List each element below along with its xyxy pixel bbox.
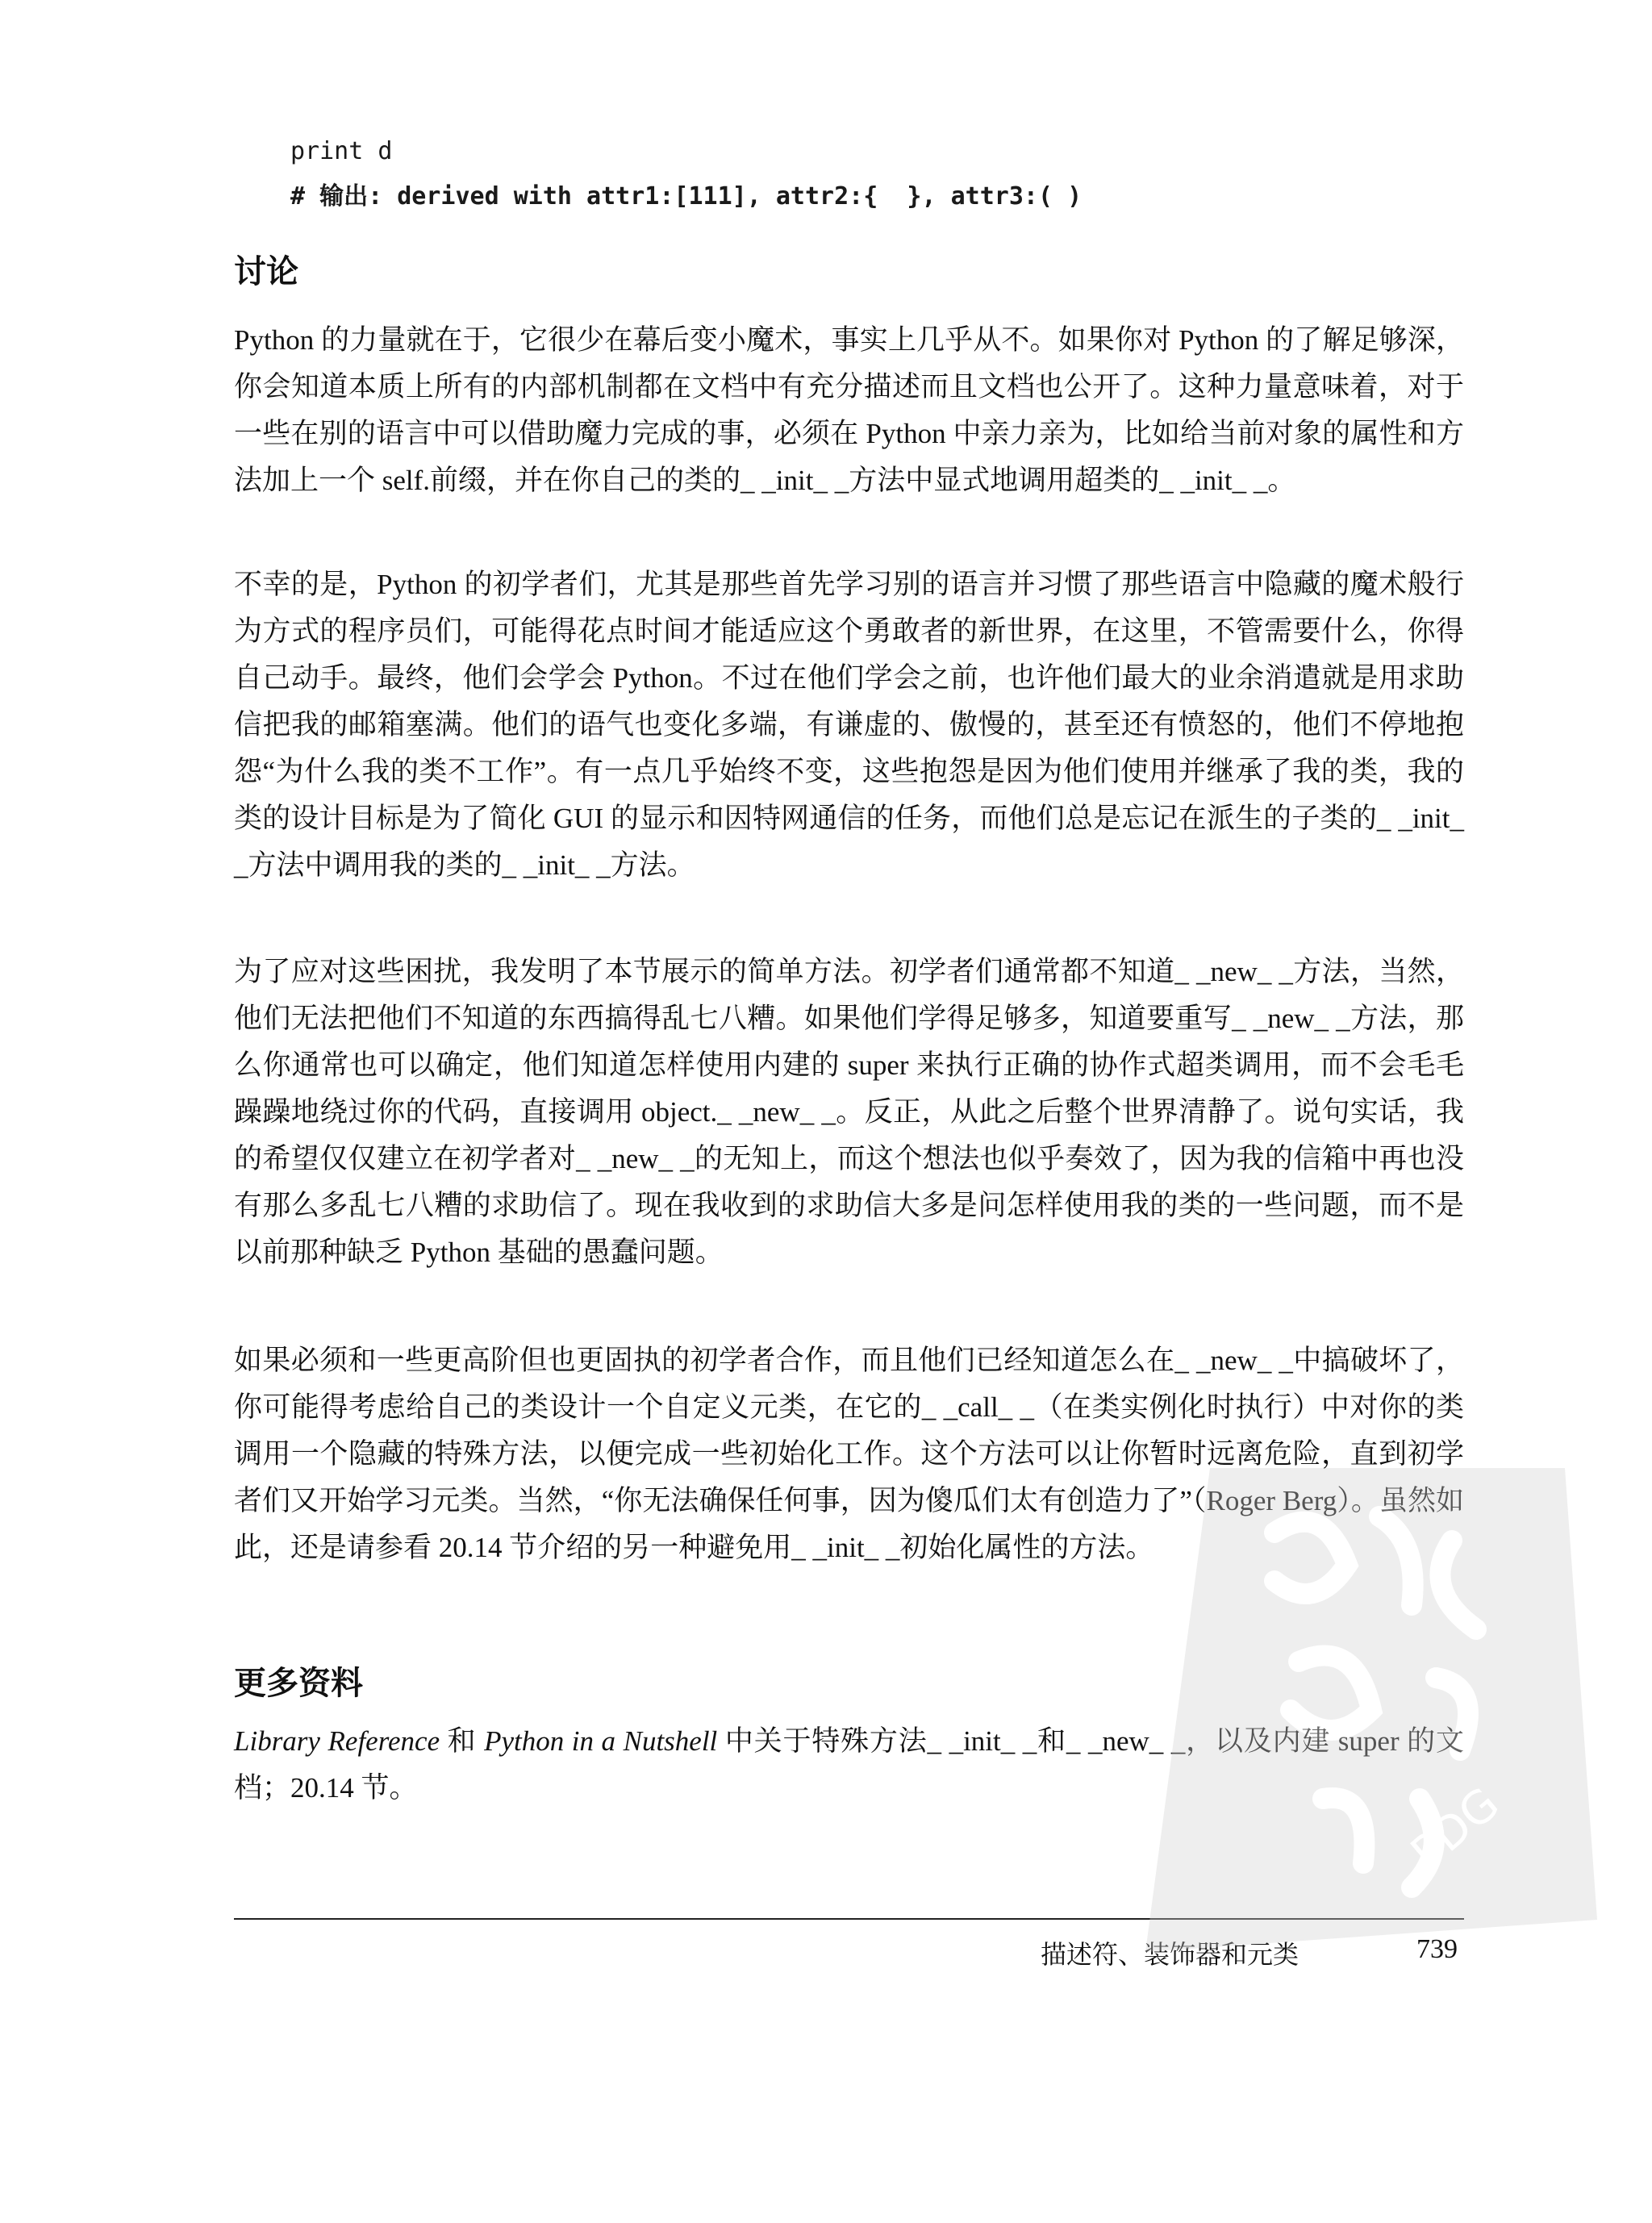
reference-python-in-a-nutshell: Python in a Nutshell [484,1725,718,1757]
reference-conjunction: 和 [440,1725,485,1757]
paragraph-1: Python 的力量就在于，它很少在幕后变小魔术，事实上几乎从不。如果你对 Python 的了解足够深，你会知道本质上所有的内部机制都在文档中有充分描述而且文档也公开了。这种力量意味着，对于一些在别的语言中可以借助魔力完成的事，必须在 Python 中亲力亲为，比如给当前对象的属性和方法加上一个 self.前缀，并在你自己的类的_ _init_ _方法中显式地调用超类的_ _init_ _。 [234,324,1464,496]
reference-description: 中关于特殊方法_ _init_ _和_ _new_ _，以及内建 super 的文档；20.14 节。 [234,1725,1464,1804]
footer-chapter-title: 描述符、装饰器和元类 [1041,1939,1299,1970]
paragraph-2: 不幸的是，Python 的初学者们，尤其是那些首先学习别的语言并习惯了那些语言中隐藏的魔术般行为方式的程序员们，可能得花点时间才能适应这个勇敢者的新世界，在这里，不管需要什么，你得自己动手。最终，他们会学会 Python。不过在他们学会之前，也许他们最大的业余消遣就是用求助信把我的邮箱塞满。他们的语气也变化多端，有谦虚的、傲慢的，甚至还有愤怒的，他们不停地抱怨“为什么我的类不工作”。有一点几乎始终不变，这些抱怨是因为他们使用并继承了我的类，我的类的设计目标是为了简化 GUI 的显示和因特网通信的任务，而他们总是忘记在派生的子类的_ _init_ _方法中调用我的类的_ _init_ _方法。 [234,569,1464,881]
watermark-label: PDG [1401,1777,1510,1880]
paragraph-3: 为了应对这些困扰，我发明了本节展示的简单方法。初学者们通常都不知道_ _new_ _方法，当然，他们无法把他们不知道的东西搞得乱七八糟。如果他们学得足够多，知道要重写_ _new_ _方法，那么你通常也可以确定，他们知道怎样使用内建的 super 来执行正确的协作式超类调用，而不会毛毛躁躁地绕过你的代码，直接调用 object._ _new_ _。反正，从此之后整个世界清静了。说句实话，我的希望仅仅建立在初学者对_ _new_ _的无知上，而这个想法也似乎奏效了，因为我的信箱中再也没有那么多乱七八糟的求助信了。现在我收到的求助信大多是问怎样使用我的类的一些问题，而不是以前那种缺乏 Python 基础的愚蠢问题。 [234,956,1464,1268]
paragraph-4: 如果必须和一些更高阶但也更固执的初学者合作，而且他们已经知道怎么在_ _new_ _中搞破坏了，你可能得考虑给自己的类设计一个自定义元类，在它的_ _call_ _（在类实例化时执行）中对你的类调用一个隐藏的特殊方法，以便完成一些初始化工作。这个方法可以让你暂时远离危险，直到初学者们又开始学习元类。当然，“你无法确保任何事，因为傻瓜们太有创造力了”（Roger Berg）。虽然如此，还是请参看 20.14 节介绍的另一种避免用_ _init_ _初始化属性的方法。 [234,1345,1464,1563]
code-line-output-comment: # 输出: derived with attr1:[111], attr2:{ }, attr3:( ) [290,182,1083,211]
footer-page-number: 739 [1416,1934,1458,1964]
reference-library-reference: Library Reference [234,1725,440,1757]
section-heading-more-info: 更多资料 [234,1665,363,1702]
section-heading-discussion: 讨论 [234,253,298,290]
code-line-print: print d [290,137,393,165]
watermark-seal [1113,1420,1597,1952]
